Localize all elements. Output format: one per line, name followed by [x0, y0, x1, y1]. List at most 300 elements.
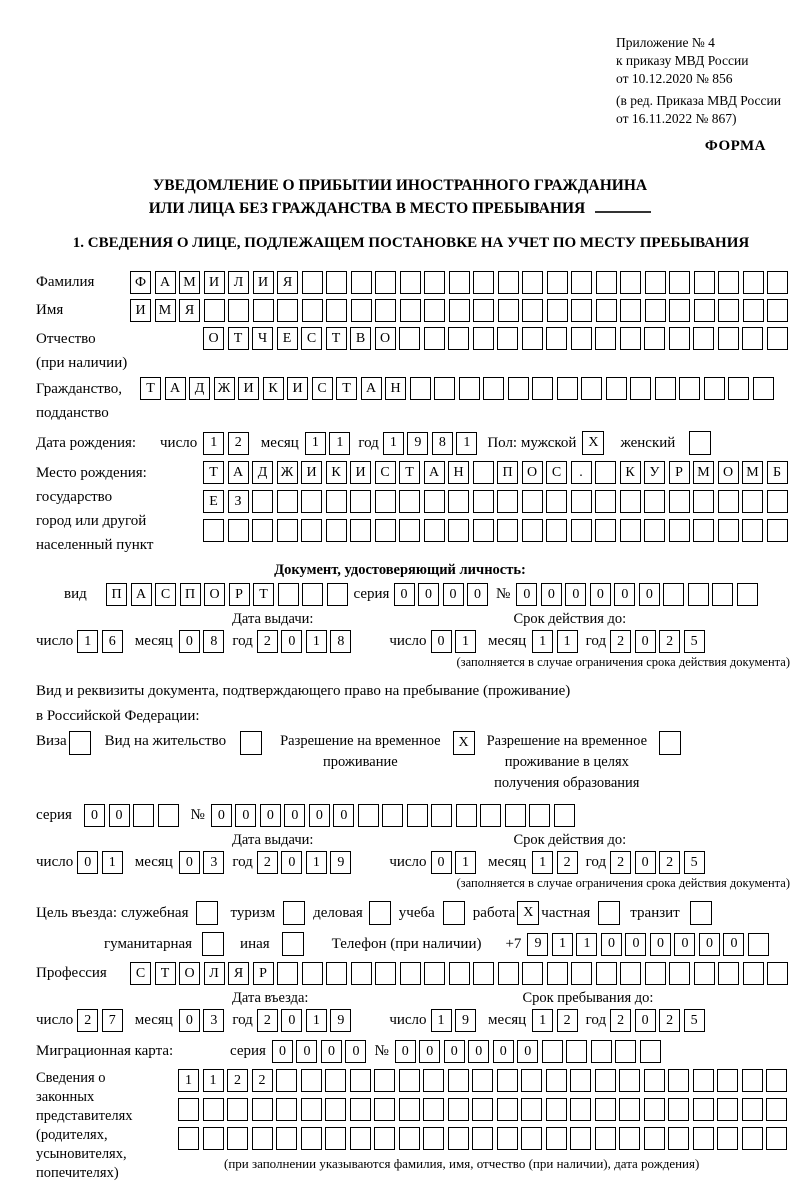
char-box[interactable]: 5 — [684, 851, 705, 874]
char-box[interactable] — [375, 490, 396, 513]
char-box[interactable] — [480, 804, 501, 827]
char-box[interactable] — [645, 962, 666, 985]
char-box[interactable]: Р — [253, 962, 274, 985]
char-box[interactable]: И — [253, 271, 274, 294]
char-box[interactable] — [571, 962, 592, 985]
char-box[interactable] — [472, 1069, 493, 1092]
char-box[interactable] — [644, 1098, 665, 1121]
char-box[interactable] — [252, 1127, 273, 1150]
char-box[interactable] — [424, 271, 445, 294]
char-box[interactable] — [423, 1098, 444, 1121]
char-box[interactable] — [547, 271, 568, 294]
char-box[interactable] — [669, 519, 690, 542]
char-box[interactable] — [325, 1127, 346, 1150]
char-box[interactable]: Д — [189, 377, 210, 400]
char-box[interactable] — [326, 271, 347, 294]
char-box[interactable] — [644, 490, 665, 513]
char-box[interactable] — [497, 1098, 518, 1121]
char-box[interactable]: О — [204, 583, 225, 606]
char-box[interactable]: 0 — [418, 583, 439, 606]
char-box[interactable] — [704, 377, 725, 400]
char-box[interactable]: 0 — [635, 630, 656, 653]
char-box[interactable] — [571, 327, 592, 350]
purpose-business-checkbox[interactable] — [369, 901, 391, 925]
char-box[interactable] — [302, 299, 323, 322]
char-box[interactable] — [133, 804, 154, 827]
char-box[interactable] — [620, 271, 641, 294]
char-box[interactable] — [521, 1069, 542, 1092]
char-box[interactable]: 0 — [541, 583, 562, 606]
char-box[interactable]: 0 — [309, 804, 330, 827]
char-box[interactable] — [547, 962, 568, 985]
char-box[interactable]: 1 — [306, 1009, 327, 1032]
char-box[interactable]: В — [350, 327, 371, 350]
char-box[interactable] — [693, 1098, 714, 1121]
char-box[interactable] — [742, 1098, 763, 1121]
char-box[interactable] — [252, 490, 273, 513]
char-box[interactable] — [595, 1069, 616, 1092]
char-box[interactable] — [668, 1069, 689, 1092]
char-box[interactable]: 0 — [345, 1040, 366, 1063]
char-box[interactable] — [595, 327, 616, 350]
purpose-private-checkbox[interactable] — [598, 901, 620, 925]
char-box[interactable] — [669, 327, 690, 350]
char-box[interactable] — [358, 804, 379, 827]
char-box[interactable] — [228, 519, 249, 542]
char-box[interactable] — [498, 299, 519, 322]
char-box[interactable]: А — [361, 377, 382, 400]
char-box[interactable]: 2 — [610, 630, 631, 653]
char-box[interactable]: П — [497, 461, 518, 484]
char-box[interactable]: 1 — [102, 851, 123, 874]
char-box[interactable]: 0 — [281, 1009, 302, 1032]
purpose-official-checkbox[interactable] — [196, 901, 218, 925]
char-box[interactable] — [522, 962, 543, 985]
char-box[interactable]: 0 — [699, 933, 720, 956]
char-box[interactable] — [276, 1098, 297, 1121]
char-box[interactable]: 0 — [179, 630, 200, 653]
char-box[interactable]: З — [228, 490, 249, 513]
char-box[interactable] — [570, 1098, 591, 1121]
char-box[interactable] — [669, 962, 690, 985]
char-box[interactable] — [566, 1040, 587, 1063]
char-box[interactable] — [766, 1069, 787, 1092]
char-box[interactable]: С — [546, 461, 567, 484]
char-box[interactable] — [718, 519, 739, 542]
char-box[interactable]: 5 — [684, 1009, 705, 1032]
char-box[interactable] — [546, 490, 567, 513]
char-box[interactable] — [693, 327, 714, 350]
char-box[interactable] — [434, 377, 455, 400]
residence-permit-checkbox[interactable] — [240, 731, 262, 755]
char-box[interactable]: И — [238, 377, 259, 400]
char-box[interactable] — [301, 490, 322, 513]
char-box[interactable] — [644, 519, 665, 542]
char-box[interactable]: Л — [228, 271, 249, 294]
char-box[interactable] — [301, 1127, 322, 1150]
char-box[interactable]: 2 — [659, 1009, 680, 1032]
char-box[interactable] — [277, 490, 298, 513]
char-box[interactable] — [301, 1098, 322, 1121]
char-box[interactable]: 7 — [102, 1009, 123, 1032]
char-box[interactable]: 0 — [179, 851, 200, 874]
char-box[interactable] — [374, 1127, 395, 1150]
char-box[interactable]: 2 — [257, 630, 278, 653]
char-box[interactable] — [497, 1069, 518, 1092]
char-box[interactable]: А — [155, 271, 176, 294]
char-box[interactable]: К — [263, 377, 284, 400]
char-box[interactable] — [712, 583, 733, 606]
char-box[interactable] — [497, 327, 518, 350]
char-box[interactable]: С — [375, 461, 396, 484]
char-box[interactable]: 1 — [576, 933, 597, 956]
char-box[interactable] — [688, 583, 709, 606]
char-box[interactable]: 0 — [272, 1040, 293, 1063]
char-box[interactable] — [276, 1127, 297, 1150]
char-box[interactable] — [424, 299, 445, 322]
char-box[interactable]: Ф — [130, 271, 151, 294]
char-box[interactable] — [204, 299, 225, 322]
char-box[interactable] — [227, 1127, 248, 1150]
char-box[interactable] — [424, 962, 445, 985]
char-box[interactable] — [375, 271, 396, 294]
char-box[interactable] — [227, 1098, 248, 1121]
char-box[interactable]: 0 — [635, 851, 656, 874]
char-box[interactable]: 2 — [252, 1069, 273, 1092]
char-box[interactable] — [640, 1040, 661, 1063]
char-box[interactable]: 1 — [306, 851, 327, 874]
char-box[interactable] — [620, 519, 641, 542]
char-box[interactable] — [748, 933, 769, 956]
char-box[interactable] — [669, 490, 690, 513]
purpose-work-checkbox[interactable]: X — [517, 901, 539, 925]
char-box[interactable] — [448, 1127, 469, 1150]
char-box[interactable]: С — [301, 327, 322, 350]
char-box[interactable] — [718, 299, 739, 322]
char-box[interactable]: 0 — [493, 1040, 514, 1063]
char-box[interactable] — [449, 299, 470, 322]
char-box[interactable]: 0 — [635, 1009, 656, 1032]
char-box[interactable] — [276, 1069, 297, 1092]
char-box[interactable] — [522, 519, 543, 542]
char-box[interactable]: О — [375, 327, 396, 350]
char-box[interactable]: 0 — [639, 583, 660, 606]
char-box[interactable] — [424, 327, 445, 350]
char-box[interactable] — [498, 962, 519, 985]
char-box[interactable]: 0 — [516, 583, 537, 606]
char-box[interactable] — [459, 377, 480, 400]
char-box[interactable]: 2 — [257, 851, 278, 874]
purpose-other-checkbox[interactable] — [282, 932, 304, 956]
char-box[interactable]: Т — [326, 327, 347, 350]
char-box[interactable] — [522, 299, 543, 322]
char-box[interactable]: 1 — [329, 432, 350, 455]
char-box[interactable] — [473, 962, 494, 985]
char-box[interactable]: 0 — [211, 804, 232, 827]
char-box[interactable] — [508, 377, 529, 400]
char-box[interactable] — [407, 804, 428, 827]
char-box[interactable] — [448, 327, 469, 350]
char-box[interactable] — [767, 519, 788, 542]
char-box[interactable] — [431, 804, 452, 827]
char-box[interactable] — [498, 271, 519, 294]
char-box[interactable]: 0 — [565, 583, 586, 606]
char-box[interactable] — [596, 299, 617, 322]
char-box[interactable] — [570, 1127, 591, 1150]
char-box[interactable] — [326, 299, 347, 322]
char-box[interactable]: 0 — [284, 804, 305, 827]
char-box[interactable] — [350, 1127, 371, 1150]
char-box[interactable]: И — [287, 377, 308, 400]
char-box[interactable]: 1 — [305, 432, 326, 455]
char-box[interactable]: И — [350, 461, 371, 484]
char-box[interactable] — [546, 519, 567, 542]
char-box[interactable] — [252, 1098, 273, 1121]
char-box[interactable] — [694, 299, 715, 322]
char-box[interactable] — [743, 299, 764, 322]
char-box[interactable]: 0 — [235, 804, 256, 827]
char-box[interactable]: 0 — [333, 804, 354, 827]
char-box[interactable] — [767, 327, 788, 350]
char-box[interactable]: 0 — [468, 1040, 489, 1063]
char-box[interactable] — [424, 490, 445, 513]
char-box[interactable] — [737, 583, 758, 606]
char-box[interactable]: 1 — [178, 1069, 199, 1092]
char-box[interactable] — [693, 1127, 714, 1150]
char-box[interactable] — [375, 299, 396, 322]
char-box[interactable] — [547, 299, 568, 322]
char-box[interactable]: . — [571, 461, 592, 484]
char-box[interactable]: 3 — [203, 1009, 224, 1032]
char-box[interactable]: 0 — [614, 583, 635, 606]
char-box[interactable] — [522, 327, 543, 350]
char-box[interactable] — [327, 583, 348, 606]
char-box[interactable]: Я — [179, 299, 200, 322]
char-box[interactable]: 0 — [444, 1040, 465, 1063]
char-box[interactable]: П — [106, 583, 127, 606]
char-box[interactable]: Т — [203, 461, 224, 484]
sex-male-checkbox[interactable]: X — [582, 431, 604, 455]
char-box[interactable]: 0 — [260, 804, 281, 827]
char-box[interactable] — [399, 1098, 420, 1121]
char-box[interactable] — [742, 1127, 763, 1150]
char-box[interactable] — [596, 962, 617, 985]
char-box[interactable] — [767, 299, 788, 322]
char-box[interactable]: Е — [203, 490, 224, 513]
char-box[interactable]: 1 — [383, 432, 404, 455]
char-box[interactable] — [717, 1069, 738, 1092]
char-box[interactable] — [570, 1069, 591, 1092]
char-box[interactable]: 8 — [330, 630, 351, 653]
char-box[interactable] — [554, 804, 575, 827]
char-box[interactable] — [252, 519, 273, 542]
char-box[interactable] — [326, 962, 347, 985]
char-box[interactable]: 1 — [77, 630, 98, 653]
char-box[interactable] — [351, 299, 372, 322]
char-box[interactable] — [546, 1098, 567, 1121]
char-box[interactable] — [277, 299, 298, 322]
char-box[interactable] — [448, 519, 469, 542]
char-box[interactable]: 2 — [659, 630, 680, 653]
char-box[interactable]: М — [155, 299, 176, 322]
char-box[interactable]: 2 — [228, 432, 249, 455]
char-box[interactable] — [253, 299, 274, 322]
char-box[interactable]: А — [228, 461, 249, 484]
char-box[interactable] — [669, 271, 690, 294]
char-box[interactable] — [743, 271, 764, 294]
char-box[interactable] — [620, 299, 641, 322]
char-box[interactable]: О — [203, 327, 224, 350]
char-box[interactable] — [399, 519, 420, 542]
char-box[interactable] — [596, 271, 617, 294]
char-box[interactable] — [546, 1069, 567, 1092]
char-box[interactable]: 5 — [684, 630, 705, 653]
char-box[interactable] — [423, 1127, 444, 1150]
purpose-study-checkbox[interactable] — [443, 901, 465, 925]
char-box[interactable] — [473, 490, 494, 513]
char-box[interactable]: 0 — [419, 1040, 440, 1063]
char-box[interactable]: 1 — [306, 630, 327, 653]
char-box[interactable]: 0 — [723, 933, 744, 956]
char-box[interactable]: 1 — [455, 851, 476, 874]
char-box[interactable]: М — [742, 461, 763, 484]
char-box[interactable] — [399, 1069, 420, 1092]
char-box[interactable]: Т — [155, 962, 176, 985]
char-box[interactable]: 2 — [557, 1009, 578, 1032]
char-box[interactable] — [644, 1127, 665, 1150]
char-box[interactable] — [423, 1069, 444, 1092]
char-box[interactable] — [668, 1127, 689, 1150]
char-box[interactable]: 0 — [517, 1040, 538, 1063]
char-box[interactable]: Б — [767, 461, 788, 484]
char-box[interactable]: 9 — [527, 933, 548, 956]
char-box[interactable]: 0 — [77, 851, 98, 874]
char-box[interactable] — [521, 1098, 542, 1121]
char-box[interactable]: Ж — [277, 461, 298, 484]
char-box[interactable] — [400, 299, 421, 322]
char-box[interactable] — [718, 490, 739, 513]
char-box[interactable]: 6 — [102, 630, 123, 653]
char-box[interactable] — [203, 1098, 224, 1121]
char-box[interactable] — [742, 519, 763, 542]
char-box[interactable]: 9 — [455, 1009, 476, 1032]
char-box[interactable]: Т — [399, 461, 420, 484]
char-box[interactable]: 2 — [557, 851, 578, 874]
char-box[interactable]: Т — [228, 327, 249, 350]
char-box[interactable] — [449, 271, 470, 294]
char-box[interactable] — [595, 1098, 616, 1121]
char-box[interactable] — [529, 804, 550, 827]
char-box[interactable]: О — [179, 962, 200, 985]
char-box[interactable]: 2 — [659, 851, 680, 874]
char-box[interactable]: 0 — [281, 851, 302, 874]
char-box[interactable] — [497, 490, 518, 513]
char-box[interactable] — [571, 519, 592, 542]
char-box[interactable] — [595, 1127, 616, 1150]
char-box[interactable]: 0 — [296, 1040, 317, 1063]
char-box[interactable] — [571, 299, 592, 322]
char-box[interactable] — [473, 327, 494, 350]
char-box[interactable]: О — [522, 461, 543, 484]
char-box[interactable]: 0 — [590, 583, 611, 606]
char-box[interactable] — [325, 1098, 346, 1121]
char-box[interactable] — [351, 962, 372, 985]
visa-checkbox[interactable] — [69, 731, 91, 755]
char-box[interactable]: 1 — [532, 851, 553, 874]
char-box[interactable]: М — [179, 271, 200, 294]
char-box[interactable] — [620, 490, 641, 513]
char-box[interactable]: Р — [669, 461, 690, 484]
char-box[interactable] — [448, 1098, 469, 1121]
char-box[interactable] — [203, 1127, 224, 1150]
char-box[interactable]: 2 — [227, 1069, 248, 1092]
char-box[interactable] — [302, 271, 323, 294]
char-box[interactable]: 1 — [456, 432, 477, 455]
char-box[interactable]: 1 — [532, 630, 553, 653]
char-box[interactable] — [644, 1069, 665, 1092]
char-box[interactable]: 0 — [281, 630, 302, 653]
char-box[interactable] — [449, 962, 470, 985]
char-box[interactable] — [473, 299, 494, 322]
char-box[interactable]: А — [165, 377, 186, 400]
char-box[interactable] — [521, 1127, 542, 1150]
char-box[interactable]: Н — [385, 377, 406, 400]
char-box[interactable] — [595, 490, 616, 513]
char-box[interactable] — [473, 519, 494, 542]
char-box[interactable]: 1 — [552, 933, 573, 956]
char-box[interactable] — [645, 271, 666, 294]
char-box[interactable]: П — [180, 583, 201, 606]
char-box[interactable]: 0 — [321, 1040, 342, 1063]
char-box[interactable]: 9 — [330, 851, 351, 874]
char-box[interactable]: И — [130, 299, 151, 322]
char-box[interactable]: 0 — [467, 583, 488, 606]
char-box[interactable] — [694, 962, 715, 985]
char-box[interactable] — [424, 519, 445, 542]
char-box[interactable] — [693, 490, 714, 513]
char-box[interactable] — [742, 327, 763, 350]
char-box[interactable] — [472, 1098, 493, 1121]
char-box[interactable] — [522, 490, 543, 513]
char-box[interactable]: 1 — [557, 630, 578, 653]
char-box[interactable] — [472, 1127, 493, 1150]
char-box[interactable] — [375, 519, 396, 542]
char-box[interactable] — [753, 377, 774, 400]
char-box[interactable] — [302, 583, 323, 606]
char-box[interactable]: 0 — [431, 851, 452, 874]
char-box[interactable] — [400, 271, 421, 294]
char-box[interactable] — [301, 519, 322, 542]
edu-permit-checkbox[interactable] — [659, 731, 681, 755]
char-box[interactable] — [178, 1098, 199, 1121]
char-box[interactable]: 0 — [443, 583, 464, 606]
char-box[interactable] — [630, 377, 651, 400]
char-box[interactable]: С — [312, 377, 333, 400]
char-box[interactable] — [448, 490, 469, 513]
char-box[interactable] — [351, 271, 372, 294]
char-box[interactable] — [644, 327, 665, 350]
char-box[interactable] — [571, 271, 592, 294]
char-box[interactable] — [766, 1127, 787, 1150]
char-box[interactable] — [277, 962, 298, 985]
char-box[interactable]: А — [131, 583, 152, 606]
char-box[interactable] — [302, 962, 323, 985]
char-box[interactable] — [743, 962, 764, 985]
char-box[interactable] — [718, 962, 739, 985]
char-box[interactable] — [669, 299, 690, 322]
char-box[interactable] — [399, 327, 420, 350]
char-box[interactable] — [663, 583, 684, 606]
